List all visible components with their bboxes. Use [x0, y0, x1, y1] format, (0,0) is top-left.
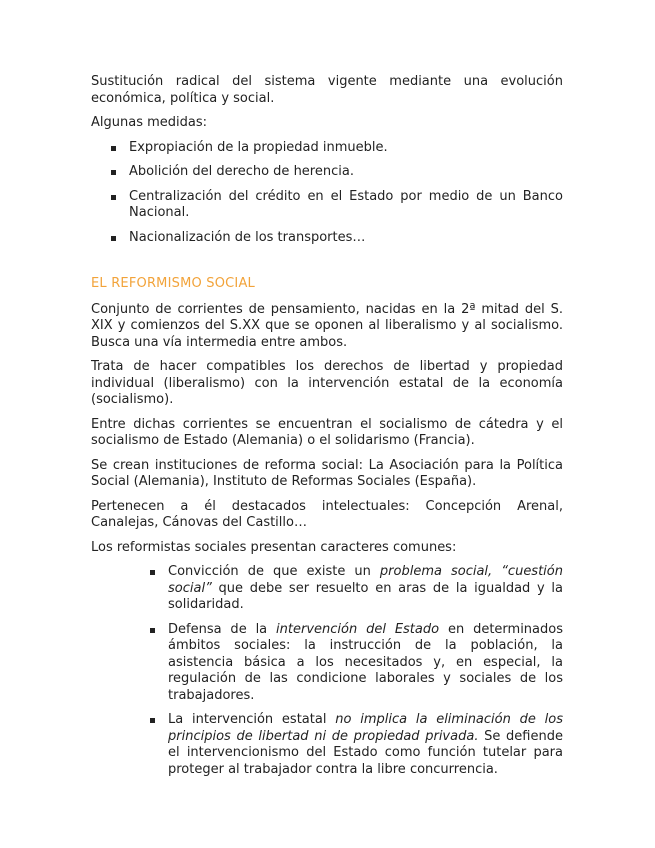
square-bullet-icon [111, 195, 116, 200]
list-item [91, 564, 563, 614]
section-paragraph: Pertenecen a él destacados intelectuales: Concepción Arenal, Canalejas, Cánovas del Castillo… [91, 498, 563, 530]
trait-text-after: que debe ser resuelto en aras de la igualdad y la solidaridad. [168, 580, 563, 612]
measures-title: Algunas medidas: [91, 115, 208, 130]
section-heading: EL REFORMISMO SOCIAL [91, 276, 255, 291]
document-page [91, 74, 563, 786]
square-bullet-icon [150, 628, 155, 633]
trait-emphasis: no implica la eliminación de los principios de libertad ni de propiedad privada. [168, 712, 563, 744]
measures-list [91, 140, 563, 247]
list-item [91, 622, 563, 705]
list-item [91, 189, 563, 222]
section-paragraph: Conjunto de corrientes de pensamiento, nacidas en la 2ª mitad del S. XIX y comienzos del S.XX que se oponen al liberalismo y al socialismo. Busca una vía intermedia entre ambos. [91, 301, 563, 350]
trait-text-after: Se defiende el intervencionismo del Estado como función tutelar para proteger al trabajador contra la libre concurrencia. [168, 728, 563, 777]
trait-text-before: Defensa de la [168, 621, 277, 637]
measure-text: Abolición del derecho de herencia. [129, 164, 354, 179]
list-item [91, 230, 563, 247]
trait-emphasis: intervención del Estado [276, 621, 440, 637]
traits-list [91, 564, 563, 778]
section-paragraph: Se crean instituciones de reforma social: La Asociación para la Política Social (Alemania), Instituto de Reformas Sociales (España). [91, 457, 563, 489]
trait-text-before: Convicción de que existe un [168, 564, 380, 579]
section-paragraph: Entre dichas corrientes se encuentran el socialismo de cátedra y el socialismo de Estado (Alemania) o el solidarismo (Francia). [91, 416, 563, 448]
section-paragraph: Trata de hacer compatibles los derechos de libertad y propiedad individual (liberalismo) con la intervención estatal de la economía (socialismo). [91, 359, 563, 407]
square-bullet-icon [111, 236, 116, 241]
list-item [91, 712, 563, 778]
section-paragraph: Los reformistas sociales presentan caracteres comunes: [91, 539, 457, 555]
measure-text: Centralización del crédito en el Estado por medio de un Banco Nacional. [129, 188, 563, 220]
list-item [91, 140, 563, 157]
square-bullet-icon [150, 570, 155, 575]
square-bullet-icon [111, 170, 116, 175]
measure-text: Nacionalización de los transportes… [129, 229, 366, 245]
trait-emphasis: problema social, “cuestión social” [168, 564, 563, 596]
square-bullet-icon [150, 718, 155, 723]
measure-text: Expropiación de la propiedad inmueble. [129, 139, 388, 155]
list-item [91, 164, 563, 181]
square-bullet-icon [111, 146, 116, 151]
trait-text-before: La intervención estatal [168, 712, 336, 727]
trait-text-after: en determinados ámbitos sociales: la instrucción de la población, la asistencia básica a los necesitados y, en especial, la regulación de las condicione laborales y sociales de los trabajadores. [168, 621, 563, 703]
intro-paragraph: Sustitución radical del sistema vigente mediante una evolución económica, política y social. [91, 74, 563, 106]
